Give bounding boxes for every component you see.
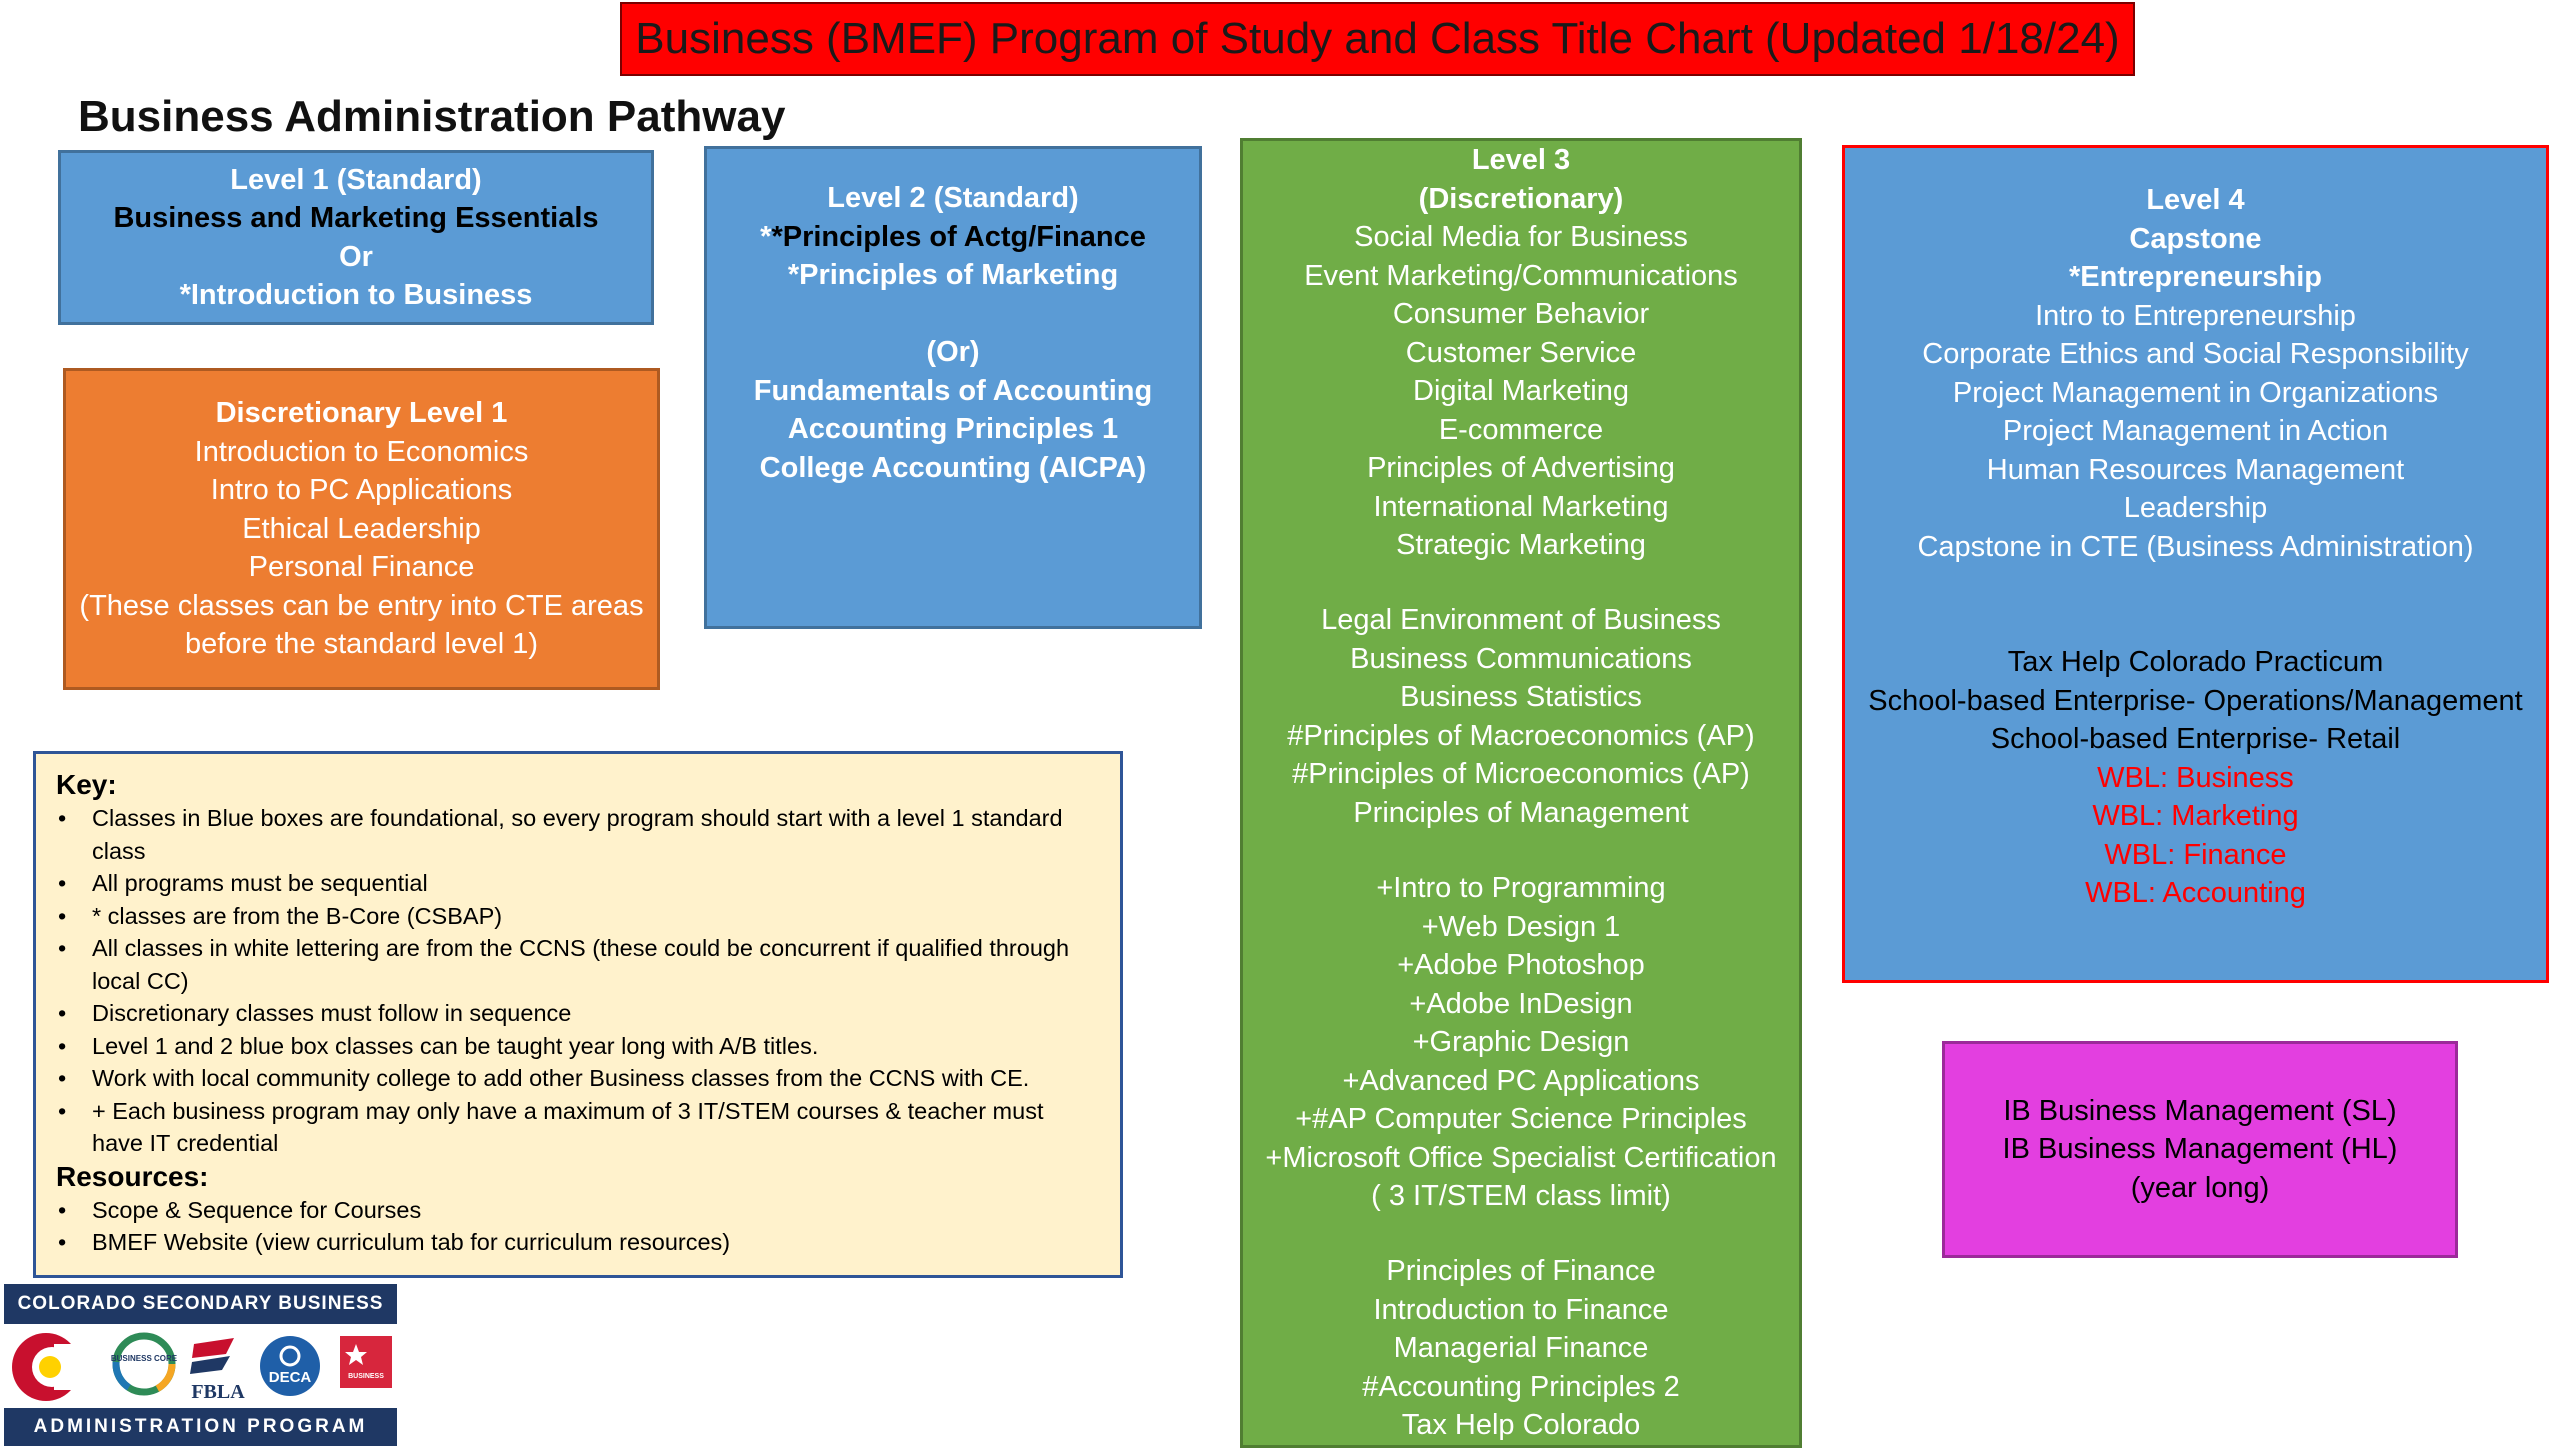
logo-badges: [4, 1324, 397, 1408]
level4-heading: Level 4: [2146, 184, 2245, 216]
key-item: • All classes in white lettering are from the CCNS (these could be concurrent if qualified through local CC): [92, 932, 1100, 997]
level2-or: (Or): [926, 336, 980, 368]
level3-course: +#AP Computer Science Principles: [1295, 1103, 1747, 1136]
level1-box: [58, 150, 654, 325]
level3-course: +Adobe Photoshop: [1397, 949, 1645, 982]
level3-course: +Advanced PC Applications: [1342, 1064, 1700, 1097]
resource-link[interactable]: • Scope & Sequence for Courses: [92, 1194, 1100, 1227]
level3-course: Introduction to Finance: [1373, 1293, 1669, 1326]
level4-box: [1842, 145, 2549, 983]
level4-heading: Capstone: [2129, 222, 2262, 255]
level3-course: Legal Environment of Business: [1321, 604, 1721, 637]
level4-course: Human Resources Management: [1986, 453, 2405, 486]
badge-label: DECA: [268, 1369, 312, 1386]
discretionary1-course: Intro to PC Applications: [210, 474, 513, 507]
badge-label: BUSINESS CORE: [110, 1354, 178, 1363]
level3-course: Customer Service: [1405, 336, 1637, 369]
ib-course: IB Business Management (SL): [2003, 1094, 2397, 1127]
key-item: • Classes in Blue boxes are foundational, so every program should start with a level 1 standard class: [92, 802, 1100, 867]
level3-course: Principles of Management: [1353, 796, 1689, 829]
level2-course: *Principles of Marketing: [787, 259, 1119, 291]
discretionary1-note: (These classes can be entry into CTE areas: [79, 589, 644, 622]
level3-course: +Adobe InDesign: [1409, 987, 1633, 1020]
page-title: Business (BMEF) Program of Study and Class Title Chart (Updated 1/18/24): [620, 2, 2135, 76]
business-core-icon: [111, 1336, 178, 1392]
badge-label: BUSINESS: [348, 1373, 384, 1380]
level2-course: College Accounting (AICPA): [759, 451, 1147, 484]
level4-wbl-course: WBL: Finance: [2104, 838, 2287, 871]
level2-box: [704, 146, 1202, 629]
level3-course: E-commerce: [1438, 413, 1604, 446]
level4-course: Capstone in CTE (Business Administration): [1917, 530, 2474, 563]
level4-wbl-course: WBL: Business: [2097, 761, 2294, 794]
discretionary1-heading: Discretionary Level 1: [215, 397, 508, 430]
level4-course: Project Management in Organizations: [1952, 376, 2439, 409]
program-logo: [4, 1284, 397, 1450]
level1-course: *Introduction to Business: [179, 279, 533, 311]
level3-course: Business Communications: [1350, 642, 1692, 675]
level3-course: +Microsoft Office Specialist Certification: [1265, 1141, 1777, 1174]
discretionary1-course: Ethical Leadership: [242, 512, 481, 545]
discretionary1-course: Introduction to Economics: [194, 435, 529, 468]
level4-course: Corporate Ethics and Social Responsibility: [1922, 338, 2469, 370]
level1-or: Or: [339, 240, 373, 273]
badge-label: FBLA: [191, 1381, 245, 1403]
level3-course: Digital Marketing: [1413, 375, 1629, 407]
level1-course: Business and Marketing Essentials: [113, 202, 599, 234]
level2-course: **Principles of Actg/Finance: [760, 220, 1146, 253]
key-item: • + Each business program may only have a maximum of 3 IT/STEM courses & teacher must have IT credential: [92, 1095, 1100, 1160]
level3-course: Consumer Behavior: [1392, 298, 1650, 330]
level4-course: School-based Enterprise- Retail: [1990, 723, 2401, 755]
level3-heading: (Discretionary): [1418, 182, 1624, 215]
level3-course: Managerial Finance: [1393, 1332, 1649, 1365]
level3-heading: Level 3: [1471, 144, 1571, 176]
key-item: • Work with local community college to add other Business classes from the CCNS with CE.: [92, 1062, 1100, 1095]
level3-box: [1240, 138, 1802, 1448]
level2-course: Accounting Principles 1: [787, 413, 1119, 445]
ib-note: (year long): [2130, 1171, 2270, 1204]
level2-heading: Level 2 (Standard): [827, 182, 1079, 214]
level4-wbl-course: WBL: Marketing: [2092, 800, 2299, 832]
level3-course: +Web Design 1: [1421, 910, 1621, 943]
key-list: [56, 802, 1100, 1160]
level3-course: International Marketing: [1373, 490, 1669, 523]
key-item: • All programs must be sequential: [92, 867, 1100, 900]
resource-link[interactable]: • BMEF Website (view curriculum tab for curriculum resources): [92, 1226, 1100, 1259]
level2-course: Fundamentals of Accounting: [753, 374, 1153, 407]
level3-course: Social Media for Business: [1354, 221, 1688, 253]
level3-course: Principles of Finance: [1386, 1255, 1656, 1288]
ib-box: [1942, 1041, 2458, 1258]
level4-course: *Entrepreneurship: [2069, 261, 2322, 293]
pathway-heading: Business Administration Pathway: [78, 92, 786, 141]
logo-bottom-text: ADMINISTRATION PROGRAM: [4, 1408, 397, 1446]
discretionary-level1-box: [63, 368, 660, 690]
level3-course: #Accounting Principles 2: [1362, 1370, 1680, 1403]
key-heading: Key:: [56, 769, 117, 800]
level4-course: Project Management in Action: [2002, 415, 2389, 447]
key-item: • Discretionary classes must follow in sequence: [92, 997, 1100, 1030]
level4-course: Intro to Entrepreneurship: [2035, 299, 2356, 332]
discretionary1-course: Personal Finance: [248, 551, 475, 584]
resources-list: [56, 1194, 1100, 1259]
business-star-icon: [340, 1336, 392, 1388]
level4-course: Tax Help Colorado Practicum: [2007, 646, 2384, 678]
colorado-c-icon: [12, 1333, 94, 1401]
level3-course: Business Statistics: [1400, 681, 1642, 714]
resources-heading: Resources:: [56, 1160, 209, 1192]
level4-course: Leadership: [2123, 492, 2268, 524]
level2-course-text: *Principles of Actg/Finance: [771, 220, 1146, 253]
deca-icon: [260, 1336, 320, 1396]
ib-course: IB Business Management (HL): [2002, 1133, 2398, 1166]
logo-top-text: COLORADO SECONDARY BUSINESS: [4, 1284, 397, 1324]
level3-course: Event Marketing/Communications: [1304, 259, 1738, 292]
level3-course: #Principles of Macroeconomics (AP): [1287, 719, 1755, 752]
level4-wbl-course: WBL: Accounting: [2085, 877, 2306, 909]
discretionary1-note: before the standard level 1): [184, 628, 539, 661]
level3-course: Tax Help Colorado: [1401, 1409, 1641, 1442]
fbla-icon: [190, 1338, 245, 1403]
level3-course: +Intro to Programming: [1376, 872, 1666, 905]
key-item: • Level 1 and 2 blue box classes can be taught year long with A/B titles.: [92, 1030, 1100, 1063]
level3-course: Strategic Marketing: [1396, 529, 1646, 561]
key-item: • * classes are from the B-Core (CSBAP): [92, 900, 1100, 933]
level4-course: School-based Enterprise- Operations/Management: [1868, 684, 2523, 717]
key-box: [33, 751, 1123, 1278]
level3-course: Principles of Advertising: [1367, 452, 1675, 484]
level3-course: +Graphic Design: [1412, 1026, 1630, 1059]
level3-course: #Principles of Microeconomics (AP): [1292, 758, 1750, 791]
level3-course: ( 3 IT/STEM class limit): [1371, 1180, 1671, 1213]
level1-heading: Level 1 (Standard): [230, 163, 482, 196]
